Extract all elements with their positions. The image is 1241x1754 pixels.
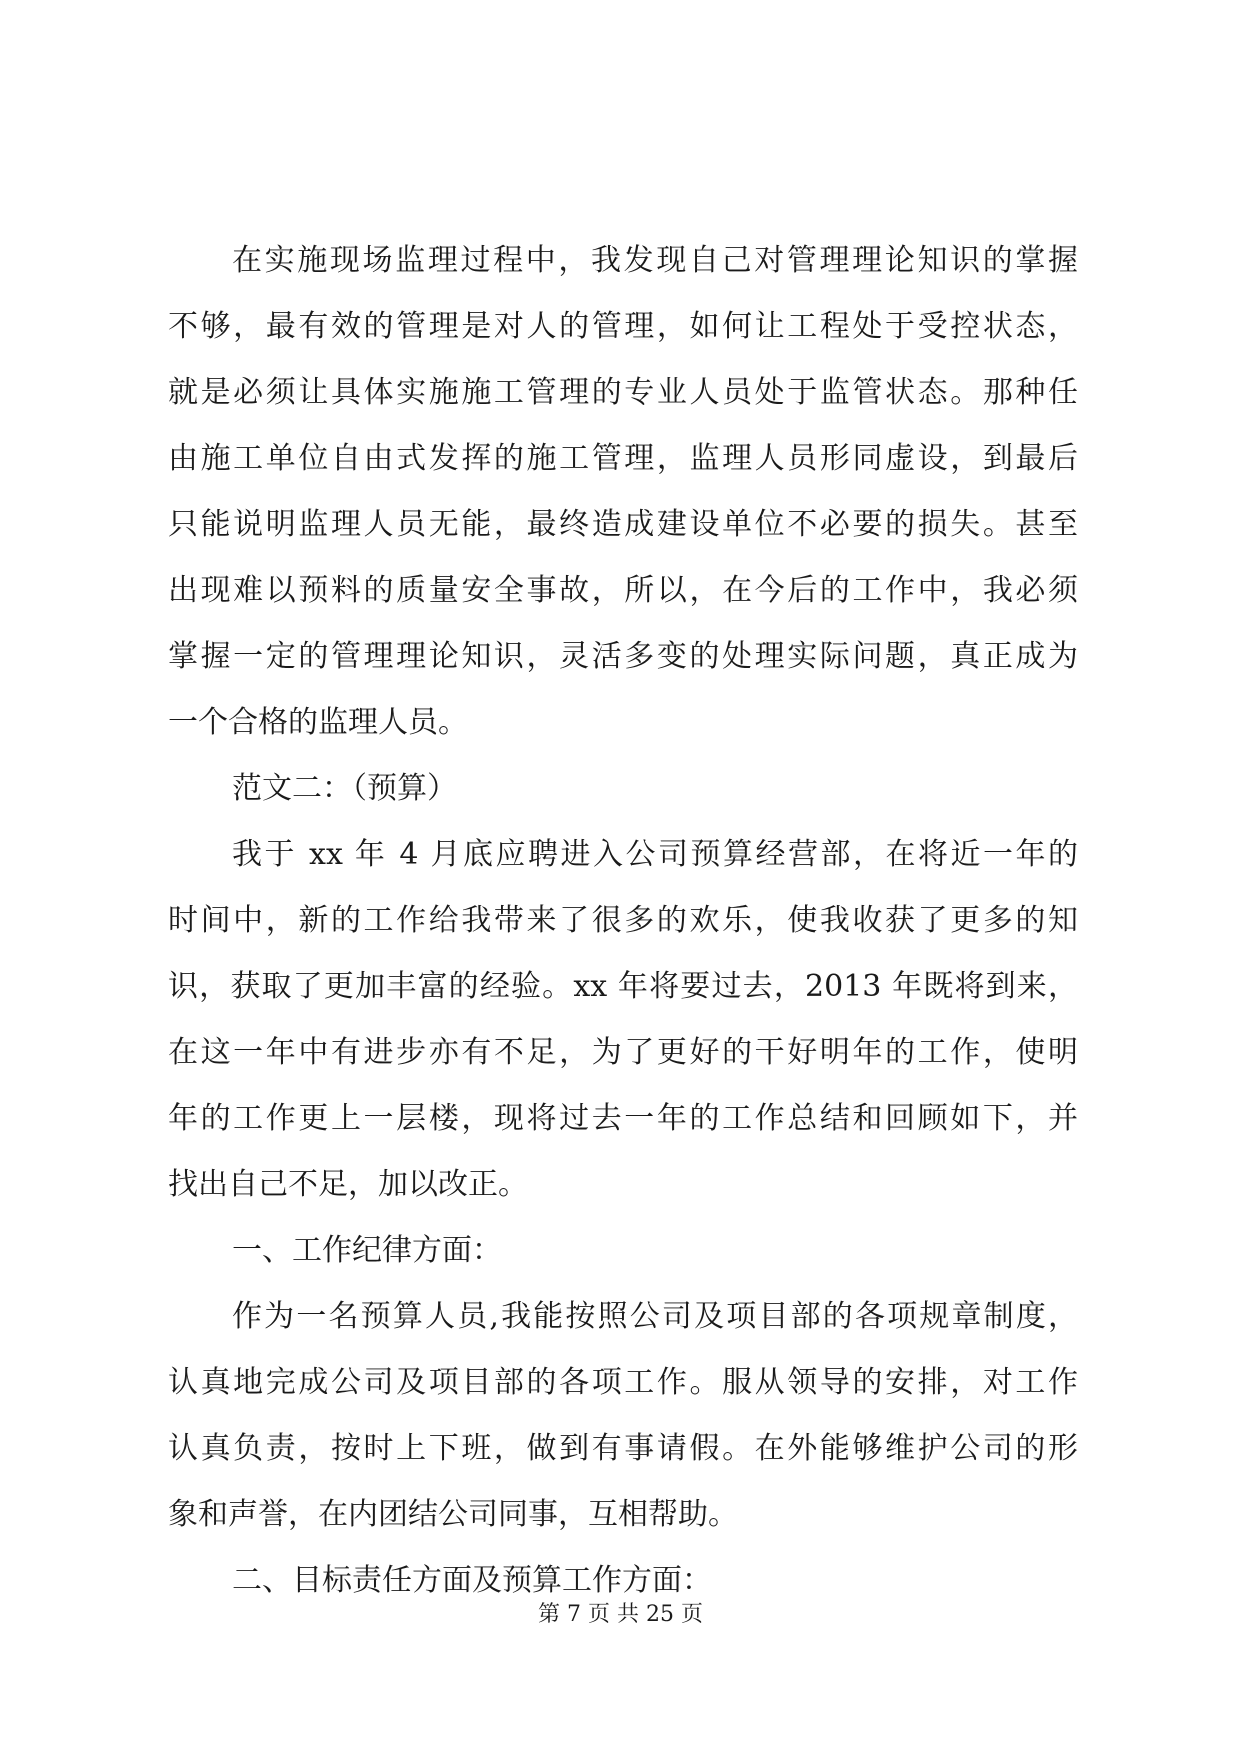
text-line: 我于 xx 年 4 月底应聘进入公司预算经营部，在将近一年的: [232, 837, 1078, 872]
text-line: 掌握一定的管理理论知识，灵活多变的处理实际问题，真正成为: [168, 639, 1078, 674]
text-line: 认真负责，按时上下班，做到有事请假。在外能够维护公司的形: [168, 1431, 1078, 1466]
text-line: 找出自己不足，加以改正。: [168, 1167, 528, 1202]
text-line: 识，获取了更加丰富的经验。xx 年将要过去，2013 年既将到来，: [168, 969, 1078, 1004]
text-line: 象和声誉，在内团结公司同事，互相帮助。: [168, 1497, 738, 1532]
page-number: 第 7 页 共 25 页: [538, 1602, 703, 1627]
text-line: 由施工单位自由式发挥的施工管理，监理人员形同虚设，到最后: [168, 441, 1078, 476]
text-line: 在实施现场监理过程中，我发现自己对管理理论知识的掌握: [232, 243, 1078, 278]
text-line: 时间中，新的工作给我带来了很多的欢乐，使我收获了更多的知: [168, 903, 1078, 938]
section-heading: 二、目标责任方面及预算工作方面：: [232, 1563, 712, 1598]
text-line: 就是必须让具体实施施工管理的专业人员处于监管状态。那种任: [168, 375, 1078, 410]
text-line: 只能说明监理人员无能，最终造成建设单位不必要的损失。甚至: [168, 507, 1078, 542]
text-line: 认真地完成公司及项目部的各项工作。服从领导的安排，对工作: [168, 1365, 1078, 1400]
text-line: 在这一年中有进步亦有不足，为了更好的干好明年的工作，使明: [168, 1035, 1078, 1070]
text-line: 出现难以预料的质量安全事故，所以，在今后的工作中，我必须: [168, 573, 1078, 608]
text-line: 年的工作更上一层楼，现将过去一年的工作总结和回顾如下，并: [168, 1101, 1078, 1136]
section-heading: 一、工作纪律方面：: [232, 1233, 502, 1268]
document-body: [168, 228, 1078, 1614]
section-heading: 范文二：（预算）: [232, 771, 457, 806]
text-line: 一个合格的监理人员。: [168, 705, 468, 740]
text-line: 作为一名预算人员,我能按照公司及项目部的各项规章制度，: [232, 1299, 1078, 1334]
text-line: 不够，最有效的管理是对人的管理，如何让工程处于受控状态，: [168, 309, 1078, 344]
